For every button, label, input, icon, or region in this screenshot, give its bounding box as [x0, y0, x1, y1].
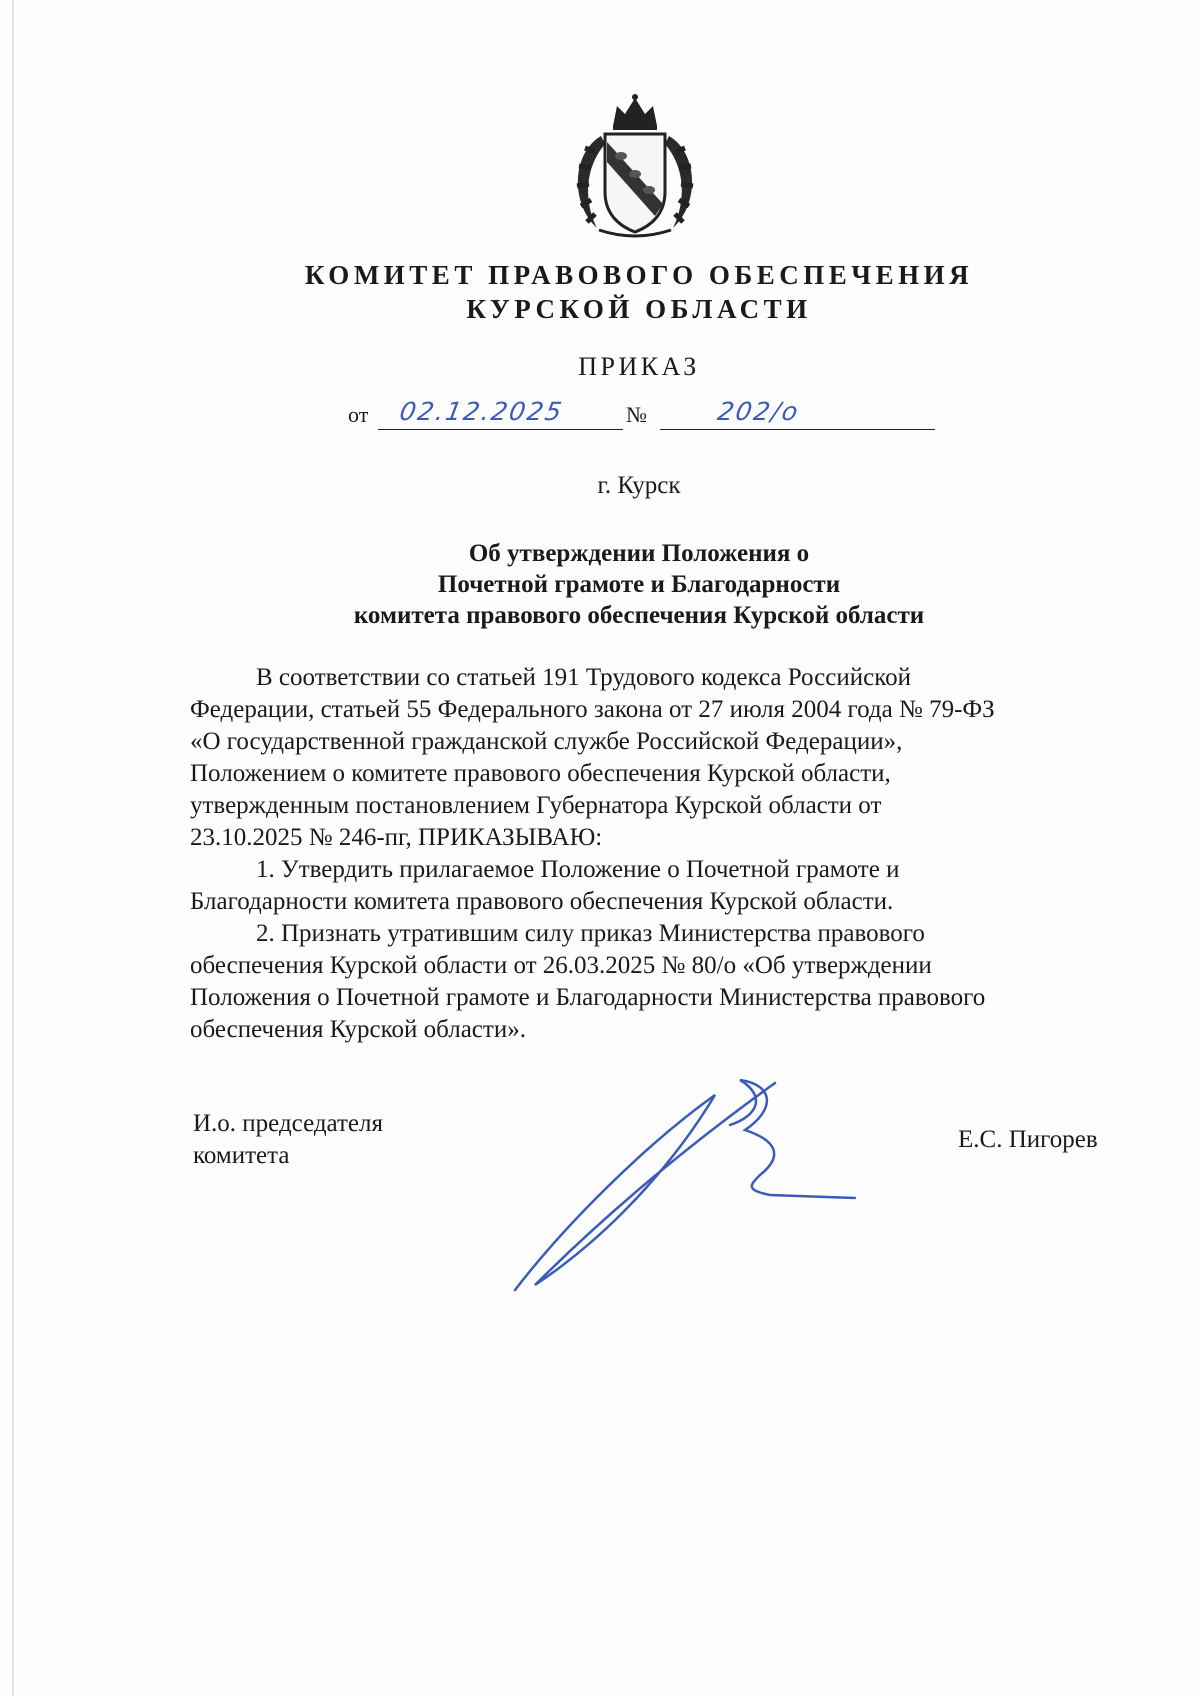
- body-line: Благодарности комитета правового обеспечения Курской области.: [190, 888, 894, 915]
- body-line: 23.10.2025 № 246-пг, ПРИКАЗЫВАЮ:: [190, 824, 603, 851]
- date-underline: [378, 429, 623, 430]
- title-line: Об утверждении Положения о: [468, 540, 810, 567]
- body-line: Положением о комитете правового обеспечения Курской области,: [190, 760, 891, 787]
- signatory-name: Е.С. Пигорев: [958, 1126, 1098, 1153]
- date-number-line: [348, 398, 938, 432]
- scan-edge: [12, 0, 14, 1696]
- date-handwritten: 02.12.2025: [397, 397, 566, 426]
- body-line: В соответствии со статьей 191 Трудового кодекса Российской: [256, 664, 911, 691]
- body-line: Федерации, статьей 55 Федерального закона от 27 июля 2004 года № 79-ФЗ: [190, 696, 995, 723]
- document-title: [0, 538, 1200, 631]
- date-label: от: [348, 402, 369, 427]
- organization-name-line2: КУРСКОЙ ОБЛАСТИ: [466, 294, 812, 324]
- document-body: [190, 662, 1105, 1046]
- organization-name-line1: КОМИТЕТ ПРАВОВОГО ОБЕСПЕЧЕНИЯ: [304, 260, 974, 290]
- number-label: №: [626, 402, 647, 427]
- body-line: утвержденным постановлением Губернатора Курской области от: [190, 792, 882, 819]
- number-underline: [660, 429, 935, 430]
- body-line: «О государственной гражданской службе Российской Федерации»,: [190, 728, 903, 755]
- coat-of-arms-icon: [555, 92, 715, 240]
- body-line: обеспечения Курской области».: [190, 1016, 526, 1043]
- body-line: Положения о Почетной грамоте и Благодарности Министерства правового: [190, 984, 986, 1011]
- title-line: Почетной грамоте и Благодарности: [437, 571, 841, 598]
- body-line: 2. Признать утратившим силу приказ Министерства правового: [256, 920, 925, 947]
- number-handwritten: 202/о: [715, 397, 802, 426]
- title-line: комитета правового обеспечения Курской области: [353, 602, 925, 629]
- document-type: ПРИКАЗ: [578, 352, 700, 381]
- city: г. Курск: [597, 472, 681, 499]
- signatory-position: [193, 1108, 383, 1172]
- signatory-position-line1: И.о. председателя: [193, 1110, 384, 1137]
- signature-icon: [505, 1075, 865, 1300]
- body-line: обеспечения Курской области от 26.03.2025 № 80/о «Об утверждении: [190, 952, 932, 979]
- body-line: 1. Утвердить прилагаемое Положение о Почетной грамоте и: [256, 856, 900, 883]
- signatory-position-line2: комитета: [193, 1142, 290, 1169]
